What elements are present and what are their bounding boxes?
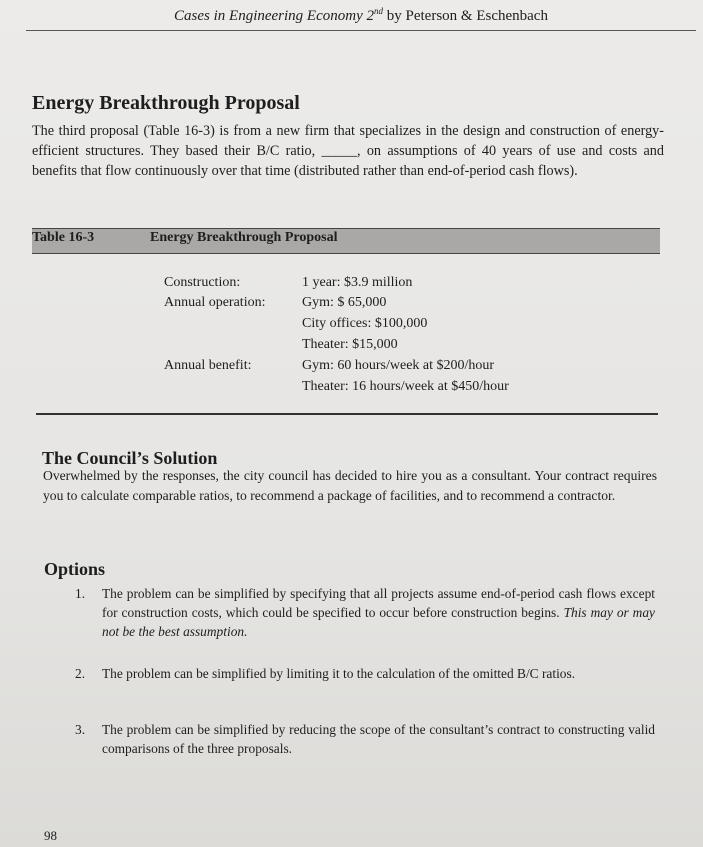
council-paragraph: Overwhelmed by the responses, the city council has decided to hire you as a consultant. Your contract requires you to calculate comparable ratios, to recommend a package of facilities, and to recommend a contractor. (43, 468, 657, 503)
table-row-value: Gym: $ 65,000 (302, 295, 387, 310)
list-item-text (102, 584, 655, 641)
list-item (75, 584, 655, 644)
council-heading: The Council’s Solution (42, 448, 218, 468)
table-row-label: Annual benefit: (164, 358, 252, 373)
list-item (75, 720, 655, 760)
table-row-value: Theater: $15,000 (302, 337, 398, 352)
header-book-title: Cases in Engineering Economy 2 (174, 8, 374, 24)
running-header (26, 6, 696, 25)
list-item-number: 3. (75, 722, 86, 737)
table-row-value: Theater: 16 hours/week at $450/hour (302, 379, 509, 394)
table-row-value: Gym: 60 hours/week at $200/hour (302, 358, 495, 373)
list-item (75, 664, 655, 704)
list-item-body: The problem can be simplified by specifying that all projects assume end-of-period cash flows except for construction costs, which could be specified to occur before construction begins. (102, 586, 655, 620)
table-title: Energy Breakthrough Proposal (150, 230, 338, 245)
table-row-value: City offices: $100,000 (302, 316, 428, 331)
list-item-number: 1. (75, 586, 86, 601)
options-heading: Options (44, 559, 106, 579)
header-rule (26, 30, 696, 31)
table-row-label: Construction: (164, 275, 241, 290)
header-authors: by Peterson & Eschenbach (383, 8, 548, 24)
list-item-text: The problem can be simplified by reducing the scope of the consultant’s contract to constructing valid comparisons of the three proposals. (102, 722, 655, 756)
list-item-number: 2. (75, 666, 86, 681)
table-number: Table 16-3 (32, 230, 95, 245)
page-number: 98 (44, 828, 57, 843)
table-row-label: Annual operation: (164, 295, 266, 310)
table-row-value: 1 year: $3.9 million (302, 275, 413, 290)
section-paragraph: The third proposal (Table 16-3) is from a new firm that specializes in the design and construction of energy-efficient structures. They based their B/C ratio, _____, on assumptions of 40 years of use and costs and benefits that flow continuously over that time (distributed rather than end-of-period cash flows). (32, 123, 664, 179)
table-title-bar (32, 228, 660, 254)
list-item-text: The problem can be simplified by limiting it to the calculation of the omitted B/C ratios. (102, 666, 576, 681)
list-item-emphasis: This may or may not be the best assumption. (102, 605, 655, 639)
header-edition-sup: nd (374, 6, 383, 16)
section-heading: Energy Breakthrough Proposal (32, 92, 300, 114)
table-bottom-rule (36, 413, 658, 415)
